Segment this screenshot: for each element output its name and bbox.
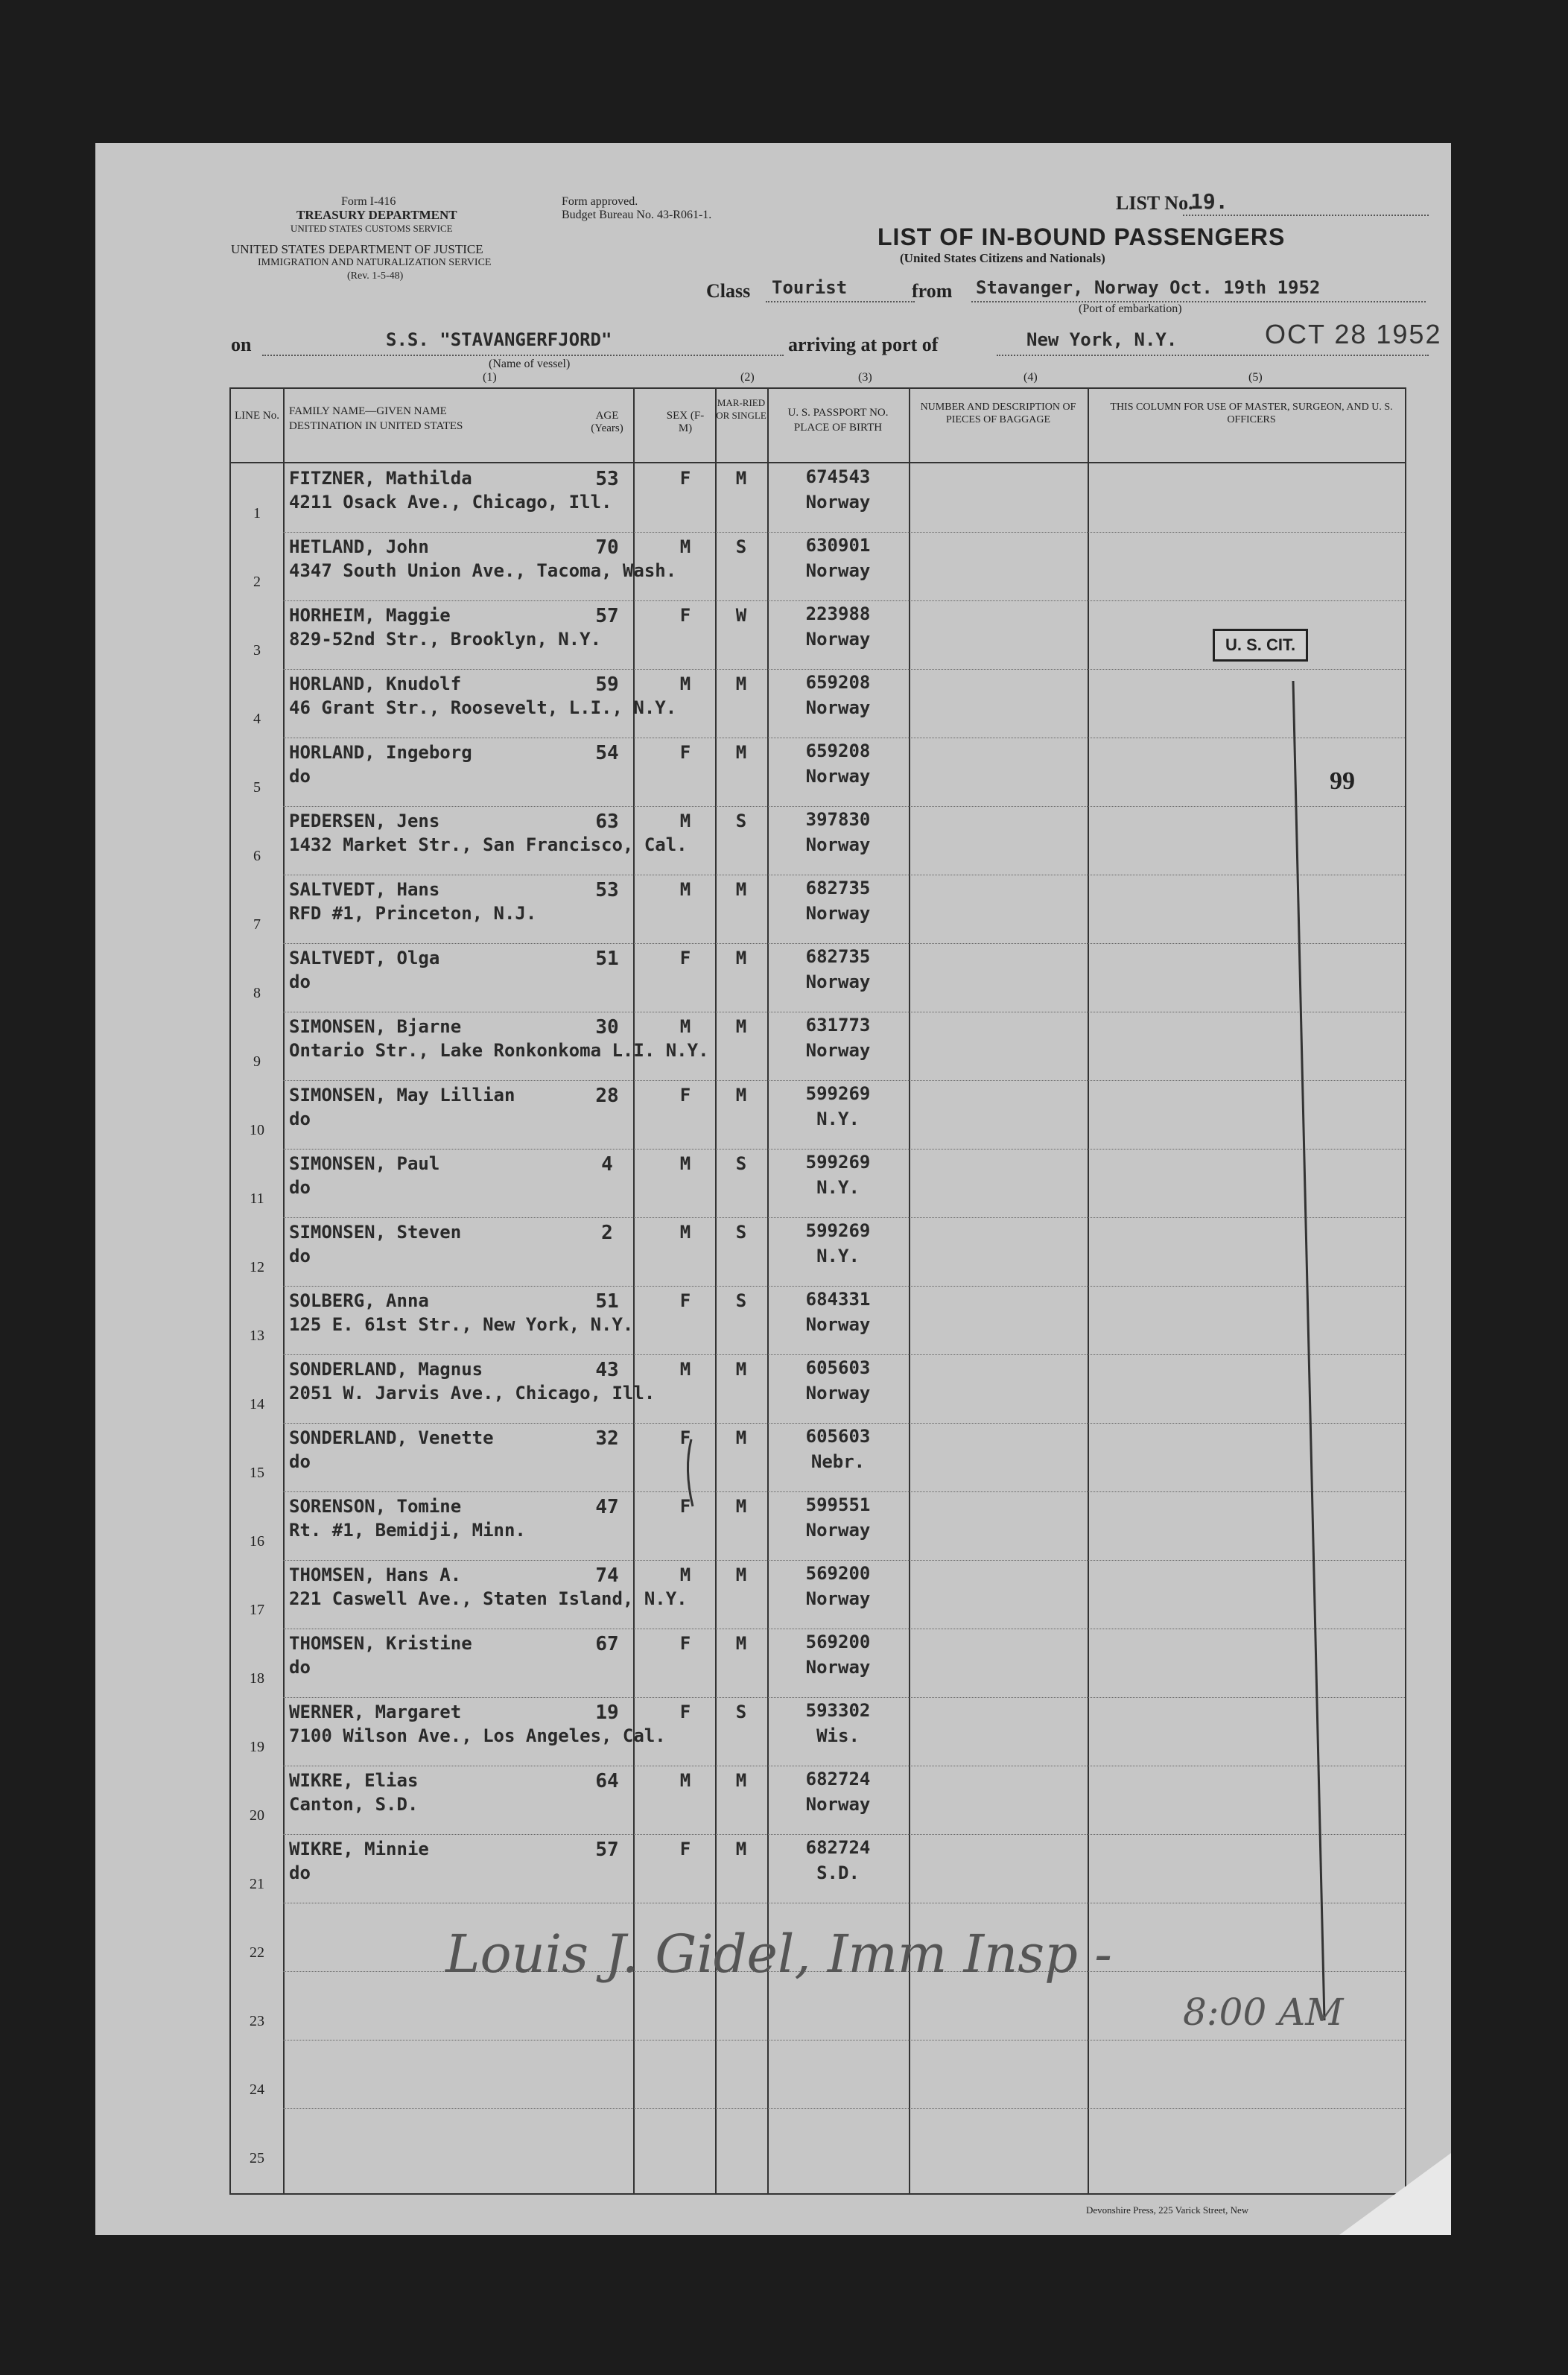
age: 47 (595, 1496, 619, 1518)
age: 19 (595, 1702, 619, 1724)
passport-number: 605603 (805, 1426, 871, 1447)
age: 54 (595, 742, 619, 764)
age: 51 (595, 948, 619, 970)
passenger-name: SALTVEDT, Olga (289, 948, 440, 968)
form-approved: Form approved. (562, 195, 638, 208)
line-number: 14 (250, 1396, 264, 1412)
passenger-name: WERNER, Margaret (289, 1702, 462, 1722)
line-number: 3 (253, 642, 261, 659)
place-of-birth: Norway (805, 697, 871, 718)
age: 32 (595, 1427, 619, 1450)
line-number: 1 (253, 505, 261, 521)
line-number: 15 (250, 1465, 264, 1481)
passport-number: 659208 (805, 741, 871, 761)
age: 70 (595, 536, 619, 559)
marital-status: M (735, 879, 747, 900)
passport-number: 684331 (805, 1289, 871, 1310)
sex: M (679, 879, 691, 900)
sex: F (679, 468, 691, 489)
destination: 7100 Wilson Ave., Los Angeles, Cal. (289, 1725, 666, 1746)
place-of-birth: Norway (805, 560, 871, 581)
destination: 125 E. 61st Str., New York, N.Y. (289, 1314, 634, 1335)
age: 64 (595, 1770, 619, 1792)
place-of-birth: Norway (805, 834, 871, 855)
passenger-name: WIKRE, Minnie (289, 1839, 429, 1859)
col-birth: PLACE OF BIRTH (793, 422, 883, 434)
line-number: 13 (250, 1328, 264, 1344)
line-number: 2 (253, 574, 261, 590)
destination: 2051 W. Jarvis Ave., Chicago, Ill. (289, 1383, 656, 1404)
col-num-2: (2) (740, 371, 755, 384)
destination: 1432 Market Str., San Francisco, Cal. (289, 834, 688, 855)
line-number: 7 (253, 916, 261, 933)
class-label: Class (706, 280, 751, 302)
place-of-birth: Norway (805, 1383, 871, 1404)
age: 63 (595, 811, 619, 833)
sex: F (679, 742, 691, 763)
age: 30 (595, 1016, 619, 1039)
arriving-label: arriving at port of (788, 334, 939, 355)
age: 53 (595, 879, 619, 901)
marital-status: M (735, 1633, 747, 1654)
sex: M (679, 1359, 691, 1380)
printer-footer: Devonshire Press, 225 Varick Street, New (1086, 2204, 1249, 2216)
destination: do (289, 971, 311, 992)
place-of-birth: Norway (805, 1040, 871, 1061)
line-number: 8 (253, 985, 261, 1001)
passenger-name: SORENSON, Tomine (289, 1496, 462, 1517)
budget-bureau: Budget Bureau No. 43-R061-1. (562, 209, 712, 221)
passport-number: 593302 (805, 1700, 871, 1721)
passenger-name: SIMONSEN, May Lillian (289, 1085, 515, 1106)
passenger-name: SONDERLAND, Magnus (289, 1359, 483, 1380)
marital-status: S (735, 536, 747, 557)
justice-department: UNITED STATES DEPARTMENT OF JUSTICE (231, 242, 483, 256)
from-value: Stavanger, Norway Oct. 19th 1952 (976, 277, 1321, 298)
marital-status: M (735, 948, 747, 968)
line-number: 6 (253, 848, 261, 864)
marital-status: M (735, 1016, 747, 1037)
passenger-name: SOLBERG, Anna (289, 1290, 429, 1311)
marital-status: M (735, 1564, 747, 1585)
passenger-name: HORLAND, Knudolf (289, 673, 462, 694)
passport-number: 569200 (805, 1632, 871, 1652)
place-of-birth: Norway (805, 1314, 871, 1335)
officer-note: 99 (1330, 767, 1355, 795)
col-num-4: (4) (1023, 371, 1038, 384)
passport-number: 659208 (805, 672, 871, 693)
line-number: 19 (250, 1739, 264, 1755)
destination: Ontario Str., Lake Ronkonkoma L.I. N.Y. (289, 1040, 709, 1061)
passport-number: 682724 (805, 1837, 871, 1858)
customs-service: UNITED STATES CUSTOMS SERVICE (291, 223, 453, 234)
marital-status: S (735, 1153, 747, 1174)
destination: do (289, 1177, 311, 1198)
marital-status: M (735, 1770, 747, 1791)
sex: F (679, 1290, 691, 1311)
sex: M (679, 1222, 691, 1243)
passport-number: 682724 (805, 1769, 871, 1789)
place-of-birth: Norway (805, 1794, 871, 1815)
col-sex: SEX (F-M) (666, 410, 705, 434)
destination: 4211 Osack Ave., Chicago, Ill. (289, 492, 612, 513)
passenger-name: WIKRE, Elias (289, 1770, 419, 1791)
place-of-birth: Nebr. (810, 1451, 866, 1472)
age: 74 (595, 1564, 619, 1587)
manifest-sheet (95, 143, 1451, 2235)
destination: do (289, 1862, 311, 1883)
place-of-birth: Norway (805, 1588, 871, 1609)
ins-service: IMMIGRATION AND NATURALIZATION SERVICE (258, 257, 492, 268)
destination: 46 Grant Str., Roosevelt, L.I., N.Y. (289, 697, 677, 718)
age: 59 (595, 673, 619, 696)
age: 43 (595, 1359, 619, 1381)
us-citizen-stamp: U. S. CIT. (1213, 629, 1308, 662)
col-num-5: (5) (1248, 371, 1263, 384)
marital-status: S (735, 1222, 747, 1243)
line-number: 5 (253, 779, 261, 796)
sex: M (679, 536, 691, 557)
line-number: 4 (253, 711, 261, 727)
marital-status: M (735, 468, 747, 489)
age: 53 (595, 468, 619, 490)
destination: do (289, 1451, 311, 1472)
destination: do (289, 766, 311, 787)
marital-status: M (735, 1427, 747, 1448)
marital-status: S (735, 811, 747, 831)
line-number: 24 (250, 2081, 264, 2098)
passport-number: 599269 (805, 1152, 871, 1173)
passenger-name: HORLAND, Ingeborg (289, 742, 472, 763)
passport-number: 630901 (805, 535, 871, 556)
passport-number: 599269 (805, 1083, 871, 1104)
sex: F (679, 1496, 691, 1517)
port-of-embarkation-caption: (Port of embarkation) (1079, 302, 1182, 315)
destination: do (289, 1657, 311, 1678)
col-officers: THIS COLUMN FOR USE OF MASTER, SURGEON, AND U. S. OFFICERS (1110, 402, 1393, 425)
sex: M (679, 673, 691, 694)
sex: F (679, 948, 691, 968)
sex: F (679, 1633, 691, 1654)
officer-line (95, 143, 1451, 2235)
sex: M (679, 1770, 691, 1791)
line-number: 9 (253, 1053, 261, 1070)
passenger-name: SIMONSEN, Steven (289, 1222, 462, 1243)
col-destination: DESTINATION IN UNITED STATES (289, 420, 463, 432)
line-number: 11 (250, 1190, 264, 1207)
destination: Rt. #1, Bemidji, Minn. (289, 1520, 526, 1541)
marital-status: M (735, 1496, 747, 1517)
place-of-birth: Norway (805, 629, 871, 650)
place-of-birth: Norway (805, 492, 871, 513)
destination: RFD #1, Princeton, N.J. (289, 903, 537, 924)
age: 28 (595, 1085, 619, 1107)
vessel-name: S.S. "STAVANGERFJORD" (386, 329, 612, 350)
passenger-name: HORHEIM, Maggie (289, 605, 451, 626)
marital-status: W (735, 605, 747, 626)
age: 67 (595, 1633, 619, 1655)
signature-time: 8:00 AM (1183, 1991, 1344, 2034)
marital-status: M (735, 742, 747, 763)
class-value: Tourist (772, 277, 848, 298)
form-number: Form I-416 (341, 195, 396, 208)
sex: F (679, 605, 691, 626)
passport-number: 631773 (805, 1015, 871, 1036)
revision-date: (Rev. 1-5-48) (347, 270, 404, 282)
marital-status: M (735, 1359, 747, 1380)
place-of-birth: N.Y. (816, 1177, 860, 1198)
line-number: 23 (250, 2013, 264, 2029)
col-age: AGE (Years) (591, 410, 623, 434)
passport-number: 674543 (805, 466, 871, 487)
passenger-name: THOMSEN, Hans A. (289, 1564, 462, 1585)
line-number: 20 (250, 1807, 264, 1824)
list-no-label: LIST No. (1116, 192, 1193, 214)
passport-number: 599269 (805, 1220, 871, 1241)
col-num-1: (1) (483, 371, 497, 384)
sex: M (679, 1016, 691, 1037)
col-line-no: LINE No. (235, 410, 279, 422)
on-label: on (231, 334, 252, 355)
col-num-3: (3) (858, 371, 872, 384)
destination: 829-52nd Str., Brooklyn, N.Y. (289, 629, 602, 650)
passport-number: 605603 (805, 1357, 871, 1378)
marital-status: M (735, 1839, 747, 1859)
passenger-name: SIMONSEN, Paul (289, 1153, 440, 1174)
line-number: 12 (250, 1259, 264, 1275)
line-number: 16 (250, 1533, 264, 1550)
passenger-name: PEDERSEN, Jens (289, 811, 440, 831)
sex: F (679, 1085, 691, 1106)
place-of-birth: Norway (805, 903, 871, 924)
sex: F (679, 1839, 691, 1859)
passenger-name: FITZNER, Mathilda (289, 468, 472, 489)
destination: Canton, S.D. (289, 1794, 419, 1815)
passport-number: 397830 (805, 809, 871, 830)
marital-status: S (735, 1702, 747, 1722)
sex: F (679, 1702, 691, 1722)
marital-status: M (735, 673, 747, 694)
list-no-value: 19. (1190, 189, 1228, 214)
place-of-birth: S.D. (816, 1862, 860, 1883)
passport-number: 223988 (805, 603, 871, 624)
place-of-birth: Norway (805, 1520, 871, 1541)
sex: M (679, 811, 691, 831)
inspector-signature: Louis J. Gidel, Imm Insp - (445, 1924, 1112, 1985)
col-name: FAMILY NAME—GIVEN NAME (289, 405, 447, 417)
destination: do (289, 1246, 311, 1266)
from-label: from (912, 280, 953, 302)
col-baggage: NUMBER AND DESCRIPTION OF PIECES OF BAGGAGE (920, 402, 1076, 425)
marital-status: M (735, 1085, 747, 1106)
place-of-birth: N.Y. (816, 1246, 860, 1266)
passport-number: 682735 (805, 878, 871, 898)
age: 2 (601, 1222, 613, 1244)
line-number: 18 (250, 1670, 264, 1687)
passenger-name: HETLAND, John (289, 536, 429, 557)
passport-number: 569200 (805, 1563, 871, 1584)
treasury-department: TREASURY DEPARTMENT (296, 208, 457, 222)
destination: 221 Caswell Ave., Staten Island, N.Y. (289, 1588, 688, 1609)
destination: do (289, 1109, 311, 1129)
col-passport: U. S. PASSPORT NO. (787, 407, 889, 419)
age: 57 (595, 605, 619, 627)
sex: F (679, 1427, 691, 1448)
passenger-name: SIMONSEN, Bjarne (289, 1016, 462, 1037)
line-number: 10 (250, 1122, 264, 1138)
line-number: 17 (250, 1602, 264, 1618)
page-title: LIST OF IN-BOUND PASSENGERS (877, 223, 1286, 250)
passenger-name: SALTVEDT, Hans (289, 879, 440, 900)
sex: M (679, 1564, 691, 1585)
line-number: 22 (250, 1944, 264, 1961)
arriving-port: New York, N.Y. (1026, 329, 1178, 350)
line-number: 25 (250, 2150, 264, 2166)
age: 4 (601, 1153, 613, 1176)
line-number: 21 (250, 1876, 264, 1892)
passport-number: 682735 (805, 946, 871, 967)
place-of-birth: Norway (805, 766, 871, 787)
passport-number: 599551 (805, 1494, 871, 1515)
col-married: MAR-RIED OR SINGLE (716, 397, 766, 421)
place-of-birth: Norway (805, 971, 871, 992)
passenger-name: THOMSEN, Kristine (289, 1633, 472, 1654)
page-subtitle: (United States Citizens and Nationals) (900, 251, 1105, 265)
marital-status: S (735, 1290, 747, 1311)
vessel-caption: (Name of vessel) (489, 358, 571, 370)
passenger-name: SONDERLAND, Venette (289, 1427, 494, 1448)
age: 57 (595, 1839, 619, 1861)
destination: 4347 South Union Ave., Tacoma, Wash. (289, 560, 677, 581)
date-stamp: OCT 28 1952 (1265, 319, 1442, 349)
sex: M (679, 1153, 691, 1174)
age: 51 (595, 1290, 619, 1313)
place-of-birth: N.Y. (816, 1109, 860, 1129)
place-of-birth: Norway (805, 1657, 871, 1678)
place-of-birth: Wis. (816, 1725, 860, 1746)
